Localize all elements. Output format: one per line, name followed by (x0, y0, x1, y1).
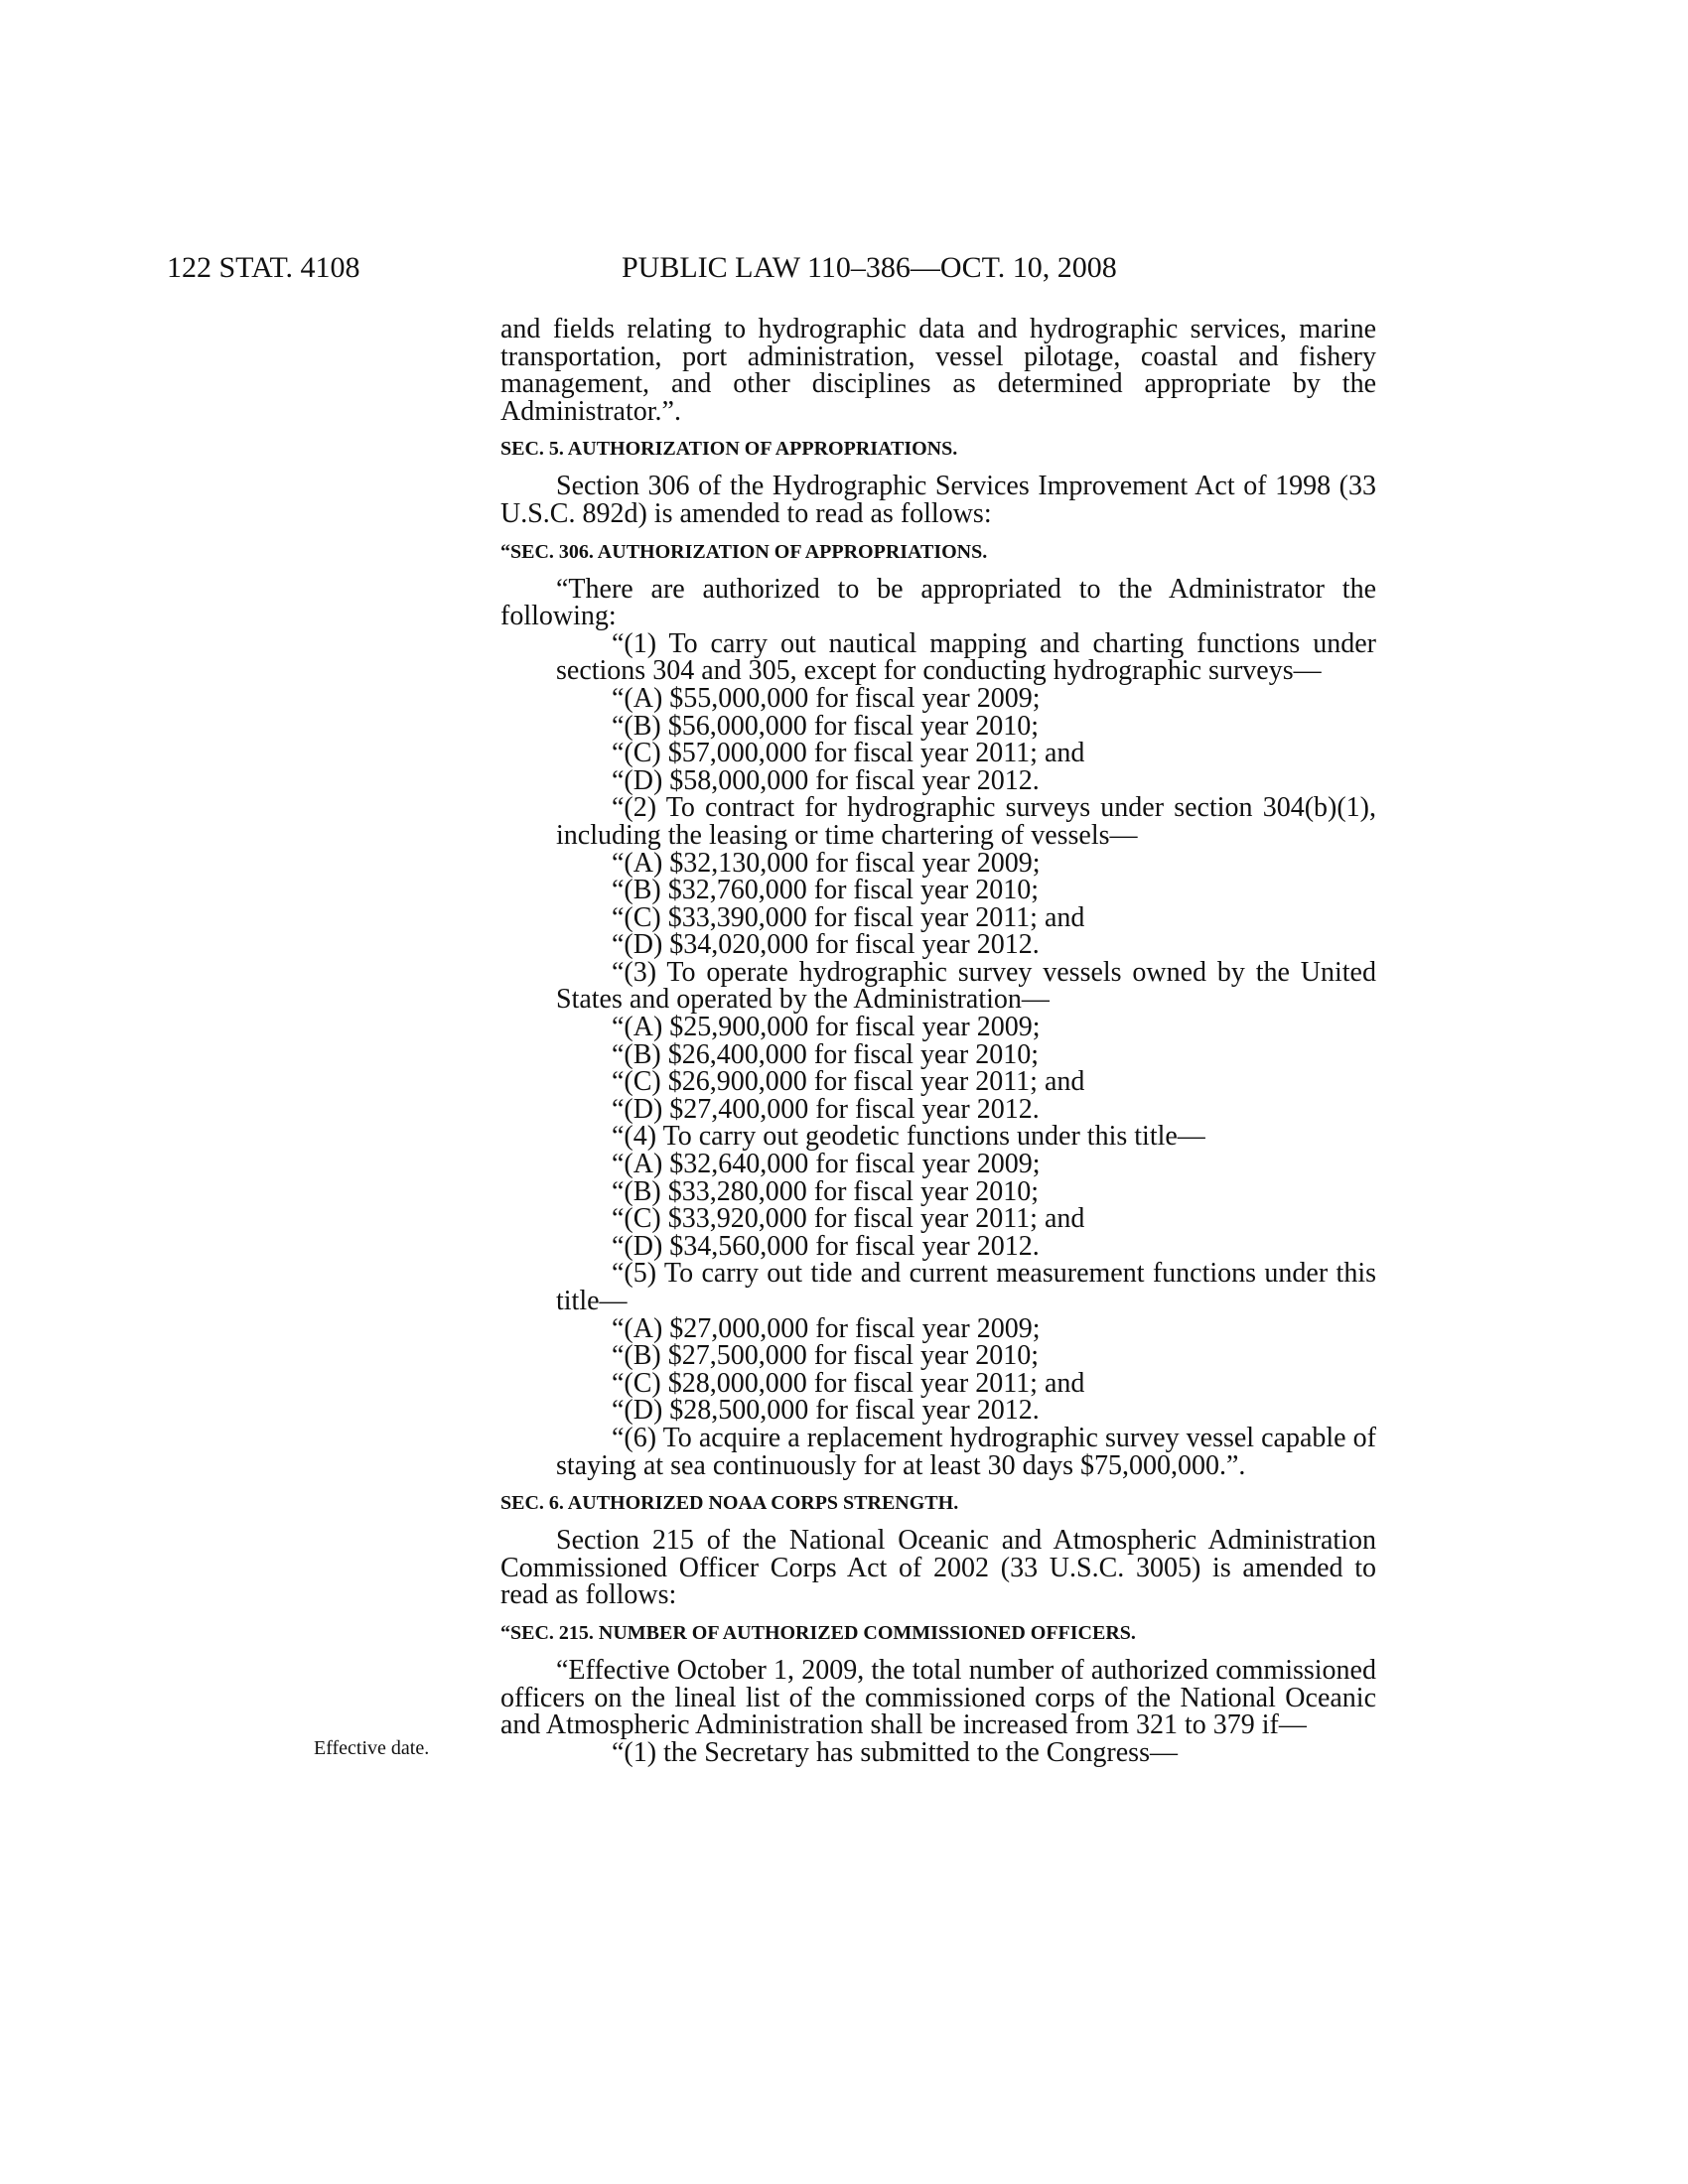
paragraph-4: “(4) To carry out geodetic functions under this title— (612, 1121, 1205, 1153)
paragraph-4-c: “(C) $33,920,000 for fiscal year 2011; and (612, 1203, 1085, 1235)
paragraph-1-a: “(A) $55,000,000 for fiscal year 2009; (612, 682, 1041, 714)
paragraph-6: “(6) To acquire a replacement hydrographic survey vessel capable of staying at sea continuously for at least 30 days $75,000,000.”. (556, 1422, 1376, 1481)
paragraph-5-b: “(B) $27,500,000 for fiscal year 2010; (612, 1340, 1039, 1372)
paragraph-4-b: “(B) $33,280,000 for fiscal year 2010; (612, 1175, 1039, 1207)
paragraph-1-b: “(B) $56,000,000 for fiscal year 2010; (612, 710, 1039, 742)
paragraph-1-c: “(C) $57,000,000 for fiscal year 2011; and (612, 738, 1085, 769)
public-law-title: PUBLIC LAW 110–386—OCT. 10, 2008 (622, 251, 1117, 284)
paragraph-4-d: “(D) $34,560,000 for fiscal year 2012. (612, 1230, 1040, 1262)
continuation-paragraph: and fields relating to hydrographic data and hydrographic services, marine transportation, port administration, vessel pilotage, coastal and fishery management, and other disciplines as determined appropriate by the Administrator.”. (500, 314, 1376, 427)
paragraph-2-c: “(C) $33,390,000 for fiscal year 2011; and (612, 901, 1085, 933)
section-215-text: “Effective October 1, 2009, the total number of authorized commissioned officers on the lineal list of the commissioned corps of the National Oceanic and Atmospheric Administration shall be increased from 321 to 379 if— (500, 1654, 1376, 1741)
page-header (0, 248, 1688, 288)
paragraph-4-a: “(A) $32,640,000 for fiscal year 2009; (612, 1149, 1041, 1180)
paragraph-3-a: “(A) $25,900,000 for fiscal year 2009; (612, 1012, 1041, 1043)
section-215-item-1: “(1) the Secretary has submitted to the Congress— (612, 1736, 1178, 1768)
section-306-intro: “There are authorized to be appropriated to the Administrator the following: (500, 573, 1376, 632)
section-5-text: Section 306 of the Hydrographic Services Improvement Act of 1998 (33 U.S.C. 892d) is amended to read as follows: (500, 471, 1376, 529)
paragraph-1: “(1) To carry out nautical mapping and charting functions under sections 304 and 305, except for conducting hydrographic surveys— (556, 627, 1376, 687)
paragraph-1-d: “(D) $58,000,000 for fiscal year 2012. (612, 764, 1040, 796)
paragraph-3-c: “(C) $26,900,000 for fiscal year 2011; and (612, 1066, 1085, 1098)
margin-note-effective-date: Effective date. (314, 1737, 430, 1759)
paragraph-3-d: “(D) $27,400,000 for fiscal year 2012. (612, 1093, 1040, 1125)
paragraph-2: “(2) To contract for hydrographic surveys under section 304(b)(1), including the leasing or time chartering of vessels— (556, 792, 1376, 851)
paragraph-5: “(5) To carry out tide and current measurement functions under this title— (556, 1258, 1376, 1316)
statute-page-number: 122 STAT. 4108 (167, 251, 360, 284)
section-6-text: Section 215 of the National Oceanic and Atmospheric Administration Commissioned Officer Corps Act of 2002 (33 U.S.C. 3005) is amended to read as follows: (500, 1525, 1376, 1611)
paragraph-2-a: “(A) $32,130,000 for fiscal year 2009; (612, 847, 1041, 879)
document-body (500, 316, 1376, 1766)
paragraph-5-d: “(D) $28,500,000 for fiscal year 2012. (612, 1395, 1040, 1427)
paragraph-5-c: “(C) $28,000,000 for fiscal year 2011; and (612, 1367, 1085, 1399)
section-5-heading: SEC. 5. AUTHORIZATION OF APPROPRIATIONS. (500, 438, 958, 461)
paragraph-2-d: “(D) $34,020,000 for fiscal year 2012. (612, 929, 1040, 961)
section-215-heading: “SEC. 215. NUMBER OF AUTHORIZED COMMISSIONED OFFICERS. (500, 1621, 1136, 1644)
paragraph-5-a: “(A) $27,000,000 for fiscal year 2009; (612, 1312, 1041, 1344)
section-306-heading: “SEC. 306. AUTHORIZATION OF APPROPRIATIONS. (500, 540, 988, 563)
paragraph-2-b: “(B) $32,760,000 for fiscal year 2010; (612, 875, 1039, 906)
paragraph-3: “(3) To operate hydrographic survey vessels owned by the United States and operated by the Administration— (556, 956, 1376, 1016)
paragraph-3-b: “(B) $26,400,000 for fiscal year 2010; (612, 1038, 1039, 1070)
section-6-heading: SEC. 6. AUTHORIZED NOAA CORPS STRENGTH. (500, 1492, 959, 1515)
